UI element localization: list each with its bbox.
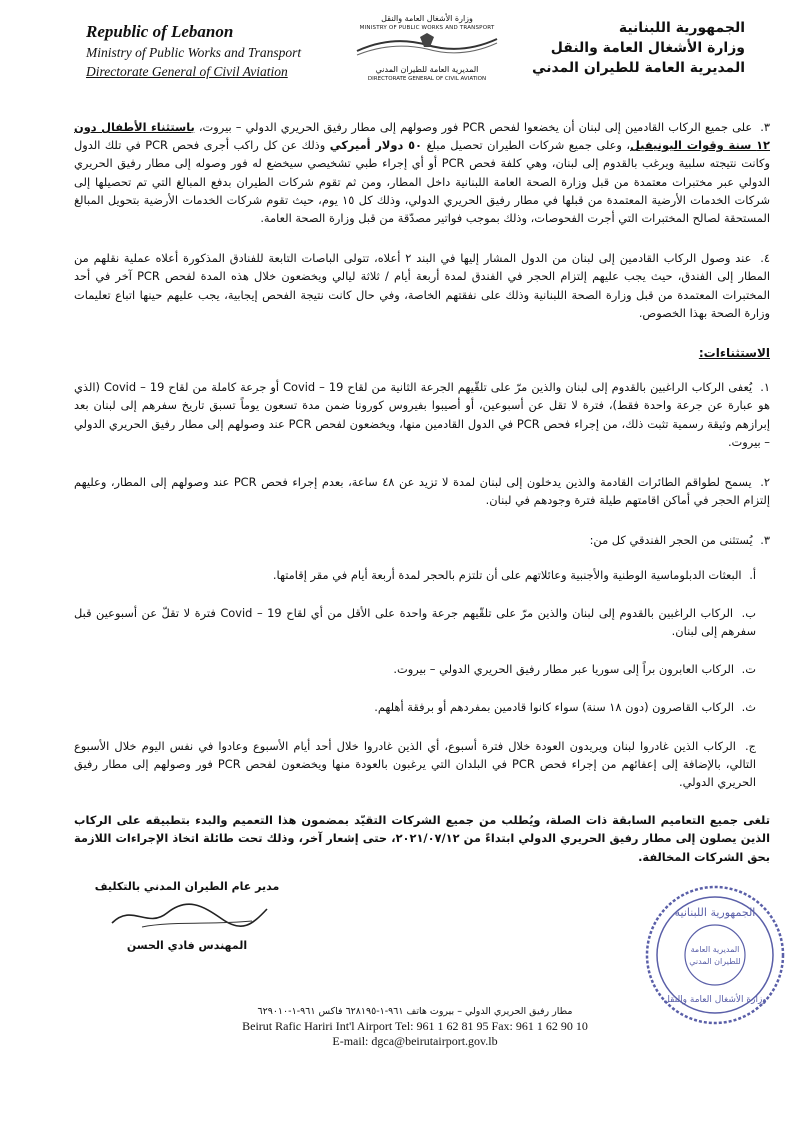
sub-item-text: الركاب العابرون براً إلى سوريا عبر مطار رفيق الحريري الدولي – بيروت. (393, 662, 735, 677)
exception-text: يُستثنى من الحجر الفندقي كل من: (589, 533, 753, 548)
svg-text:المديرية العامة: المديرية العامة (690, 945, 740, 954)
country-name-ar: الجمهورية اللبنانية (618, 20, 745, 36)
circular-body (74, 118, 770, 877)
exception-number: ٢. (760, 475, 770, 490)
sub-item (74, 737, 756, 792)
paragraph-text: على جميع الركاب القادمين إلى لبنان أن يخضعوا لفحص PCR فور وصولهم إلى مطار رفيق الحريري الدولي – بيروت، (194, 120, 753, 134)
logo-ministry-en: MINISTRY OF PUBLIC WORKS AND TRANSPORT (359, 25, 495, 31)
sub-item-letter: ج. (745, 738, 756, 753)
exceptions-heading: الاستثناءات: (698, 346, 770, 361)
official-stamp-icon (640, 880, 790, 1030)
closing-paragraph: تلغى جميع التعاميم السابقة ذات الصلة، ويُطلب من جميع الشركات التقيّد بمضمون هذا التعميم والبدء بتطبيقه على الركاب الذين يصلون إلى مطار رفيق الحريري الدولي ابتداءً من ٢٠٢١/٠٧/١٢، حتى إشعار آخر، وذلك تحت طائلة اتخاذ الإجراءات اللازمة بحق الشركات المخالفة. (74, 813, 770, 864)
directorate-name-en: Directorate General of Civil Aviation (86, 64, 288, 79)
header-arabic (475, 20, 745, 76)
exception-highlight: باستثناء الأطفال دون ١٢ سنة وقوات اليونيفيل (74, 120, 771, 153)
country-name-en: Republic of Lebanon (86, 22, 234, 41)
paragraph-text: وذلك عن كل راكب أجرى فحص PCR في تلك الدول وكانت نتيجته سلبية ويرغب بالقدوم إلى لبنان، وهي كلفة فحص PCR أو أي إجراء طبي تشخيصي سيخضع له فور وصوله إلى مطار رفيق الحريري الدولي عبر مختبرات معتمدة من قبل وزارة الصحة العامة اللبنانية داخل المطار، ومن ثم تقوم شركات الطيران بدفع المبالغ التي تم تحصيلها إلى شركات الخدمات الأرضية المعتمدة من قبلها في مطار رفيق الحريري الدولي، وذلك كل ١٥ يوم، حيث تقوم شركات الخدمات الأرضية بتحويل المبالغ المستحقة لصالح المختبرات التي أجرت الفحوصات، وذلك بموجب فواتير مصدّقة من قبل وزارة الصحة العامة. (74, 138, 770, 226)
logo-directorate-en: DIRECTORATE GENERAL OF CIVIL AVIATION (367, 76, 487, 82)
paragraph-text: عند وصول الركاب القادمين إلى لبنان من الدول المشار إليها في البند ٢ أعلاه، تتولى الباصات التابعة للفنادق المذكورة أعلاه عملية نقلهم من المطار إلى الفندق، حيث يجب عليهم إلتزام الحجر في الفندق لمدة أربعة أيام / ثلاثة ليالي ويخضعون خلال هذه المدة لفحص PCR آخر في أحد المختبرات المعتمدة من قبل وزارة الصحة اللبنانية وذلك على نفقتهم الخاصة، وفي حال كانت نتيجة الفحص إيجابية، يجب عليهم حينها اتباع تعليمات وزارة الصحة بهذا الخصوص. (74, 251, 771, 320)
signatory-title: مدير عام الطيران المدني بالتكليف (94, 880, 280, 893)
svg-text:الجمهورية اللبنانية: الجمهورية اللبنانية (674, 906, 756, 919)
footer-contact (180, 1004, 650, 1049)
handwritten-signature-icon (102, 895, 272, 935)
exception-2 (74, 473, 770, 509)
footer-email: E-mail: dgca@beirutairport.gov.lb (332, 1034, 498, 1048)
sub-item-letter: أ. (749, 567, 756, 582)
exception-3 (74, 531, 770, 549)
svg-text:وزارة الأشغال العامة والنقل: وزارة الأشغال العامة والنقل (663, 995, 767, 1005)
sub-item (74, 566, 756, 584)
exception-number: ١. (760, 380, 770, 395)
fee-amount: ٥٠ دولار أميركي (329, 138, 422, 153)
footer-english-contact: Beirut Rafic Hariri Int'l Airport Tel: 961 1 62 81 95 Fax: 961 1 62 90 10 (242, 1019, 588, 1033)
footer-arabic-contact: مطار رفيق الحريري الدولي – بيروت هاتف ٩٦١-١-٦٢٨١٩٥ فاكس ٩٦١-١-٦٢٩٠١٠ (257, 1006, 573, 1017)
exception-text: يُعفى الركاب الراغبين بالقدوم إلى لبنان والذين مرّ على تلقّيهم الجرعة الثانية من لقاح Covid – 19 أو جرعة كاملة من لقاح Covid – 19 (الذي هو عبارة عن جرعة واحدة فقط)، فترة لا تقل عن أسبوعين، أو أصيبوا بفيروس كورونا ضمن مدة تسعون يوماً تسبق تاريخ سفرهم إلى لبنان بعد إبرازهم وثيقة رسمية تثبت ذلك، من إجراء فحص PCR في الدول القادمين منها، ويخضعون لفحص PCR عند وصولهم إلى مطار رفيق الحريري الدولي – بيروت. (74, 380, 770, 449)
logo-ministry-ar: وزارة الأشغال العامة والنقل (381, 14, 473, 23)
sub-item-letter: ت. (741, 662, 756, 677)
directorate-name-ar: المديرية العامة للطيران المدني (532, 60, 745, 76)
ministry-name-ar: وزارة الأشغال العامة والنقل (550, 40, 745, 56)
signatory-name: المهندس فادي الحسن (126, 939, 248, 952)
paragraph-3 (74, 118, 770, 227)
paragraph-4 (74, 249, 770, 322)
sub-item-text: البعثات الدبلوماسية الوطنية والأجنبية وعائلاتهم على أن تلتزم بالحجر لمدة أربعة أيام في مقر إقامتها. (272, 567, 742, 582)
sub-item (74, 604, 756, 640)
sub-item-text: الركاب الراغبين بالقدوم إلى لبنان والذين مرّ على تلقّيهم جرعة واحدة على الأقل من أي لقاح Covid – 19 فترة لا تقلّ عن أسبوعين قبل سفرهم إلى لبنان. (74, 605, 756, 639)
sub-item (74, 660, 756, 678)
signature-block (82, 880, 292, 952)
svg-text:للطيران المدني: للطيران المدني (689, 957, 741, 966)
paragraph-number: ٤. (760, 251, 770, 266)
exception-text: يسمح لطواقم الطائرات القادمة والذين يدخلون إلى لبنان لمدة لا تزيد عن ٤٨ ساعة، بعدم إجراء فحص PCR عند وصولهم إلى المطار، وعليهم إلتزام الحجر في أماكن اقامتهم طيلة فترة وجودهم في لبنان. (74, 475, 770, 508)
sub-item (74, 698, 756, 716)
paragraph-text: ، وعلى جميع شركات الطيران تحصيل مبلغ (422, 138, 631, 153)
paragraph-number: ٣. (760, 120, 771, 134)
sub-item-letter: ب. (741, 605, 756, 620)
ministry-name-en: Ministry of Public Works and Transport (86, 45, 302, 60)
header-english (86, 22, 346, 80)
exception-number: ٣. (760, 533, 770, 548)
exception-1 (74, 378, 770, 451)
sub-item-letter: ث. (741, 700, 756, 715)
logo-directorate-ar: المديرية العامة للطيران المدني (375, 65, 479, 74)
sub-item-text: الركاب الذين غادروا لبنان ويريدون العودة خلال فترة أسبوع، أي الذين غادروا خلال أحد أيام الأسبوع وعادوا في نفس اليوم خلال الأسبوع التالي، بالإضافة إلى إعفائهم من إجراء فحص PCR في البلدان التي يرغبون بالعودة منها ويخضعون لفحص PCR فور وصولهم إلى مطار رفيق الحريري الدولي. (74, 738, 756, 790)
sub-item-text: الركاب القاصرون (دون ١٨ سنة) سواء كانوا قادمين بمفردهم أو برفقة أهلهم. (374, 700, 735, 715)
